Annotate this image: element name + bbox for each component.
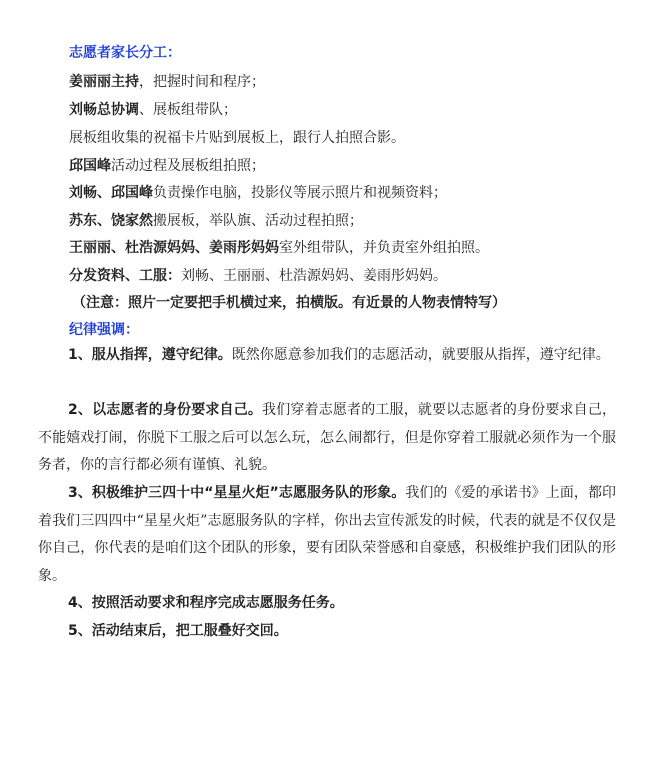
volunteer-row-text: 负责操作电脑，投影仪等展示照片和视频资料； (153, 185, 447, 201)
volunteer-row-text: 、展板组带队； (139, 102, 237, 118)
volunteer-row-text: 活动过程及展板组拍照； (111, 158, 265, 174)
volunteer-row-text: ，把握时间和程序； (139, 74, 265, 90)
volunteer-row-text: 展板组收集的祝福卡片贴到展板上，跟行人拍照合影。 (69, 130, 405, 146)
volunteer-row (69, 156, 620, 176)
discipline-item-title: 4、按照活动要求和程序完成志愿服务任务。 (68, 595, 344, 611)
volunteer-row-bold: 王丽丽、杜浩源妈妈、姜雨彤妈妈 (69, 240, 279, 256)
volunteer-row (69, 128, 620, 148)
discipline-item-text: 既然你愿意参加我们的志愿活动，就要服从指挥，遵守纪律。 (231, 347, 610, 363)
discipline-heading: 纪律强调： (69, 322, 139, 338)
discipline-item (38, 342, 616, 370)
volunteer-row-bold: 刘畅总协调 (69, 102, 139, 118)
discipline-item-text: 我们穿着志愿者的工服，就要以志愿者的身份要求自己，不能嬉戏打闹，你脱下工服之后可以怎么玩，怎么闹都行，但是你穿着工服就必须作为一个服务者，你的言行都必须有谨慎、礼貌。 (38, 402, 616, 474)
volunteer-row-bold: 邱国峰 (69, 158, 111, 174)
discipline-item (38, 397, 616, 480)
volunteer-row-bold: 姜丽丽主持 (69, 74, 139, 90)
volunteer-row-bold: 刘畅、邱国峰 (69, 185, 153, 201)
discipline-item-text: 我们的《爱的承诺书》上面，都印着我们三四四中“星星火炬”志愿服务队的字样，你出去宣传派发的时候，代表的就是不仅仅是你自己，你代表的是咱们这个团队的形象，要有团队荣誉感和自豪感，积极维护我们团队的形象。 (38, 485, 616, 585)
discipline-item-title: 5、活动结束后，把工服叠好交回。 (68, 623, 288, 639)
volunteer-row (69, 211, 620, 231)
volunteer-row (69, 72, 620, 92)
discipline-item (38, 590, 616, 618)
volunteer-row-bold: 分发资料、工服： (69, 268, 181, 284)
volunteer-row (69, 100, 620, 120)
volunteer-row (69, 266, 620, 286)
volunteer-row-text: 搬展板，举队旗、活动过程拍照； (153, 213, 363, 229)
discipline-item (38, 618, 616, 646)
volunteer-row-text: 室外组带队，并负责室外组拍照。 (279, 240, 489, 256)
volunteer-row (69, 183, 620, 203)
discipline-item-title: 1、服从指挥，遵守纪律。 (68, 347, 232, 363)
discipline-item (38, 480, 616, 591)
discipline-item-title: 2、以志愿者的身份要求自己。 (68, 402, 263, 418)
discipline-item-title: 3、积极维护三四十中“星星火炬”志愿服务队的形象。 (68, 485, 406, 501)
volunteer-row-bold: 苏东、饶家然 (69, 213, 153, 229)
photo-note: （注意：照片一定要把手机横过来，拍横版。有近景的人物表情特写） (72, 295, 506, 311)
volunteer-row-text: 刘畅、王丽丽、杜浩源妈妈、姜雨彤妈妈。 (181, 268, 447, 284)
volunteer-heading: 志愿者家长分工： (69, 45, 181, 61)
volunteer-row (69, 238, 620, 258)
